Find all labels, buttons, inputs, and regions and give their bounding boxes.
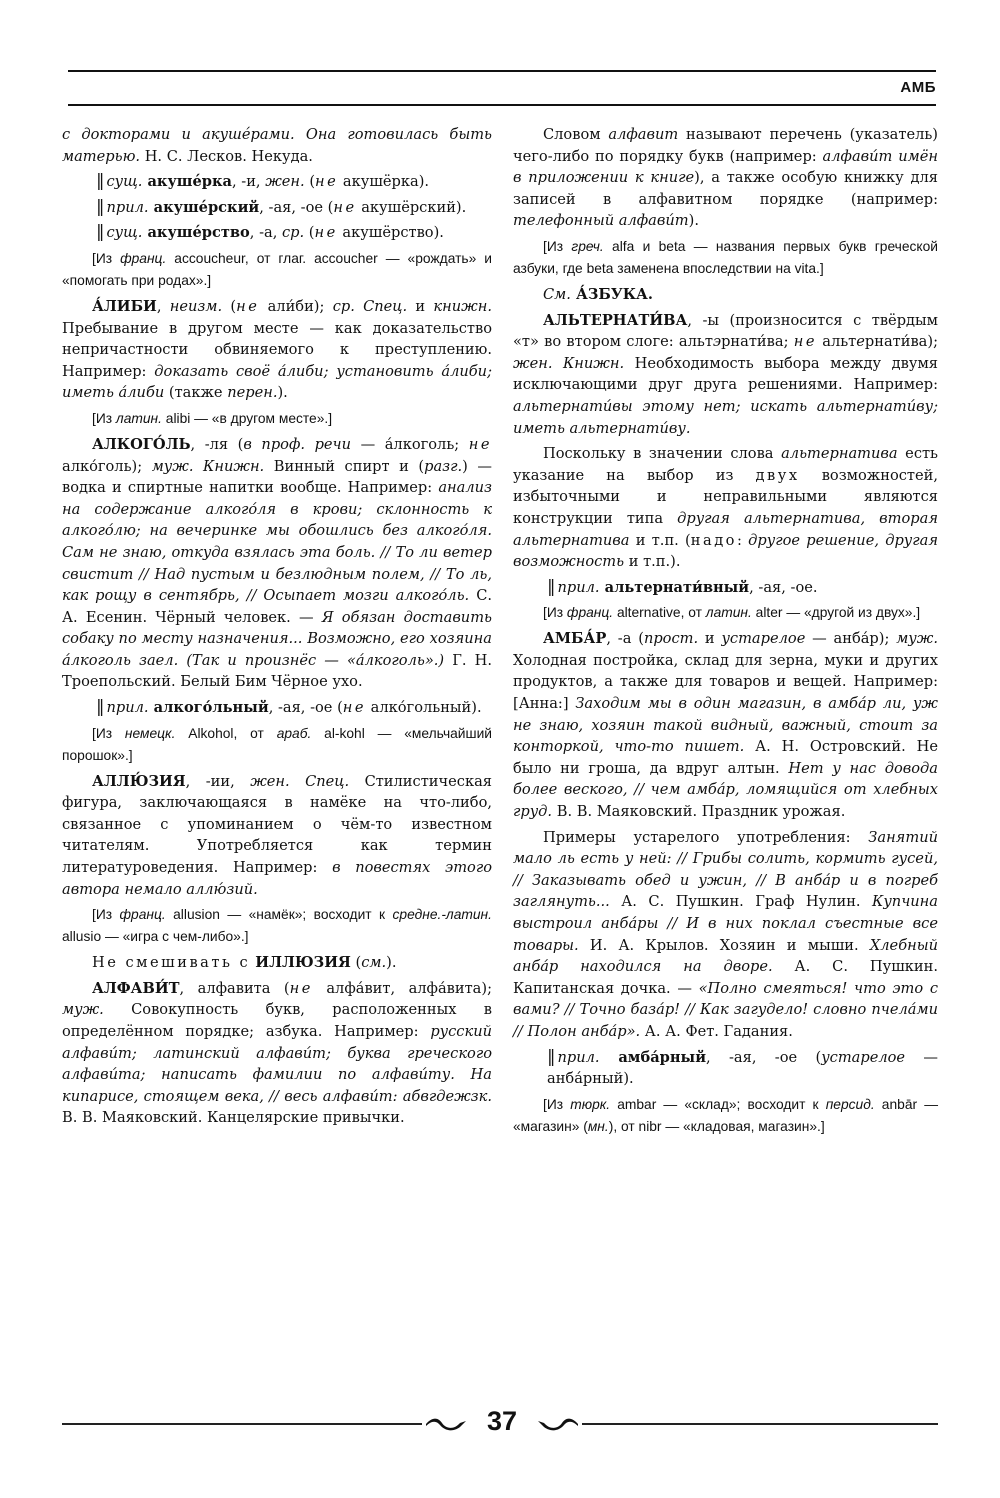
- etymology-allyuziya: [Из франц. allusion — «намёк»; восходит к средне.-латин. allusio — «игра с чем-либо».]: [62, 907, 492, 945]
- right-column: [513, 124, 938, 1142]
- header-rule: [68, 104, 936, 106]
- entry-ambar: АМБА́Р, -а (прост. и устарелое — анба́р); муж. Холодная постройка, склад для зерна, муки и других продуктов, а также для товаров и вещей. Например: [Анна:] Заходим мы в один магазин, в амба́р ли, уж не знаю, хозяин такой видный, важный, стоит за конторкой, что-то пишет. А. Н. Островский. Не было ни гроша, да вдруг алтын. Нет у нас довода более веского, // чем амба́р, ломящийся от хлебных груд. В. В. Маяковский. Праздник урожая.: [513, 630, 939, 821]
- note-ambar-archaic: Примеры устарелого употребления: Занятий мало ль есть у ней: // Грибы солить, кормить гусей, // Заказывать обед и ужин, // В анба́р и в погреб заглянуть... А. С. Пушкин. Граф Нулин. Купчина выстроил анба́ры // И в них поклал съестные все товары. И. А. Крылов. Хозяин и мыши. Хлебный анба́р находился на дворе. А. С. Пушкин. Капитанская дочка. — «Полно смеяться! что это с вами? // Точно база́р! // Как загудело! словно пчела́ми // Полон анба́р». А. А. Фет. Гадания.: [513, 828, 938, 1040]
- derivative-alkogolnyy: ‖ прил. алкого́льный, -ая, -ое (не алко́гольный).: [96, 697, 482, 718]
- cross-reference-illyuziya: Не смешивать с ИЛЛЮЗИЯ (см.).: [92, 954, 397, 972]
- footer-rule-right: [582, 1423, 938, 1425]
- derivative-akusherka: ‖ сущ. акушéрка, -и, жен. (не акушёрка).: [96, 171, 430, 192]
- etymology-ambar: [Из тюрк. ambar — «склад»; восходит к персид. anbār — «магазин» (мн.), от nibr — «кладовая, магазин».]: [513, 1096, 938, 1134]
- quote-continuation: с докторами и акушéрами. Она готовилась быть матерью. Н. С. Лесков. Некуда.: [62, 126, 492, 165]
- ornament-left-icon: [424, 1415, 468, 1433]
- footer-rule-left: [62, 1423, 422, 1425]
- derivative-ambarnyy: ‖ прил. амба́рный, -ая, -ое (устарелое — анба́рный).: [547, 1046, 938, 1088]
- etymology-alfavit: [Из греч. alfa и beta — названия первых букв греческой азбуки, где beta заменена впоследствии на vita.]: [513, 238, 938, 276]
- ornament-right-icon: [536, 1415, 580, 1433]
- derivative-alternativnyy: ‖ прил. альтернати́вный, -ая, -ое.: [547, 576, 818, 597]
- etymology-alkogol: [Из немецк. Alkohol, от араб. al-kohl — «мельчайший порошок».]: [62, 725, 492, 763]
- entry-allyuziya: АЛЛЮ́ЗИЯ, -ии, жен. Спец. Стилистическая фигура, заключающаяся в намёке на что-либо, связанное с упоминанием о чём-то известном читателям. Употребляется как термин литературоведения. Например: в повестях этого автора немало аллю́зий.: [62, 772, 493, 898]
- cross-reference-azbuka: См. А́ЗБУКА.: [543, 285, 653, 303]
- entry-alternativa: АЛЬТЕРНАТИ́ВА, -ы (произносится с твёрдым «т» во втором слоге: альтэрнати́ва; не альтернати́ва); жен. Книжн. Необходимость выбора между двумя исключающими друг друга решениями. Например: альтернати́вы этому нет; искать альтернати́ву; иметь альтернати́ву.: [513, 311, 938, 437]
- note-alfavit-usage: Словом алфавит называют перечень (указатель) чего-либо по порядку букв (например: алфави́т имён в приложении к книге), а также особую книжку для записей в алфавитном порядке (например: телефонный алфави́т).: [513, 126, 938, 230]
- note-alternativa-usage: Поскольку в значении слова альтернатива есть указание на выбор из двух возможностей, избыточными и неправильными являются конструкции типа другая альтернатива, вторая альтернатива и т.п. (надо: другое решение, другая возможность и т.п.).: [513, 445, 939, 571]
- left-column: [62, 124, 492, 1133]
- derivative-akusherstvo: ‖ сущ. акушéрство, -а, ср. (не акушёрство).: [96, 222, 444, 243]
- page-number: 37: [486, 1406, 518, 1436]
- entry-alkogol: АЛКОГО́ЛЬ, -ля (в проф. речи — а́лкоголь; не алко́голь); муж. Книжн. Винный спирт и (разг.) — водка и спиртные напитки вообще. Например: анализ на содержание алкого́ля в крови; склонность к алкого́лю; на вечеринке мы обошлись без алкого́ля. Сам не знаю, откуда взялась эта боль. // То ли ветер свистит // Над пустым и безлюдным полем, // То ль, как рощу в сентябрь, // Осыпает мозги алкого́ль. С. А. Есенин. Чёрный человек. — Я обязан доставить собаку по месту назначения... Возможно, его хозяина а́лкоголь заел. (Так и произнёс — «а́лкоголь».) Г. Н. Троепольский. Белый Бим Чёрное ухо.: [62, 435, 492, 691]
- top-rule: [68, 70, 936, 72]
- entry-alfavit: АЛФАВИ́Т, алфавита (не алфа́вит, алфа́вита); муж. Совокупность букв, расположенных в определённом порядке; азбука. Например: русский алфави́т; латинский алфави́т; буква греческого алфави́та; написать фамилии по алфави́ту. На кипарисе, стоящем века, // весь алфави́т: абвгдежзк. В. В. Маяковский. Канцелярские привычки.: [62, 979, 492, 1127]
- running-head: АМБ: [900, 79, 936, 96]
- derivative-akusherskiy: ‖ прил. акушéрский, -ая, -ое (не акушёрский).: [96, 196, 467, 217]
- entry-alibi: А́ЛИБИ, неизм. (не али́би); ср. Спец. и книжн. Пребывание в другом месте — как доказательство непричастности обвиняемого к преступлению. Например: доказать своё а́либи; установить а́либи; иметь а́либи (также перен.).: [62, 297, 492, 402]
- etymology-alternativa: [Из франц. alternative, от латин. alter — «другой из двух».]: [543, 605, 921, 621]
- etymology-akusher: [Из франц. accoucheur, от глаг. accoucher — «рождать» и «помогать при родах».]: [62, 250, 492, 288]
- page-footer: [62, 1408, 938, 1438]
- etymology-alibi: [Из латин. alibi — «в другом месте».]: [92, 410, 333, 426]
